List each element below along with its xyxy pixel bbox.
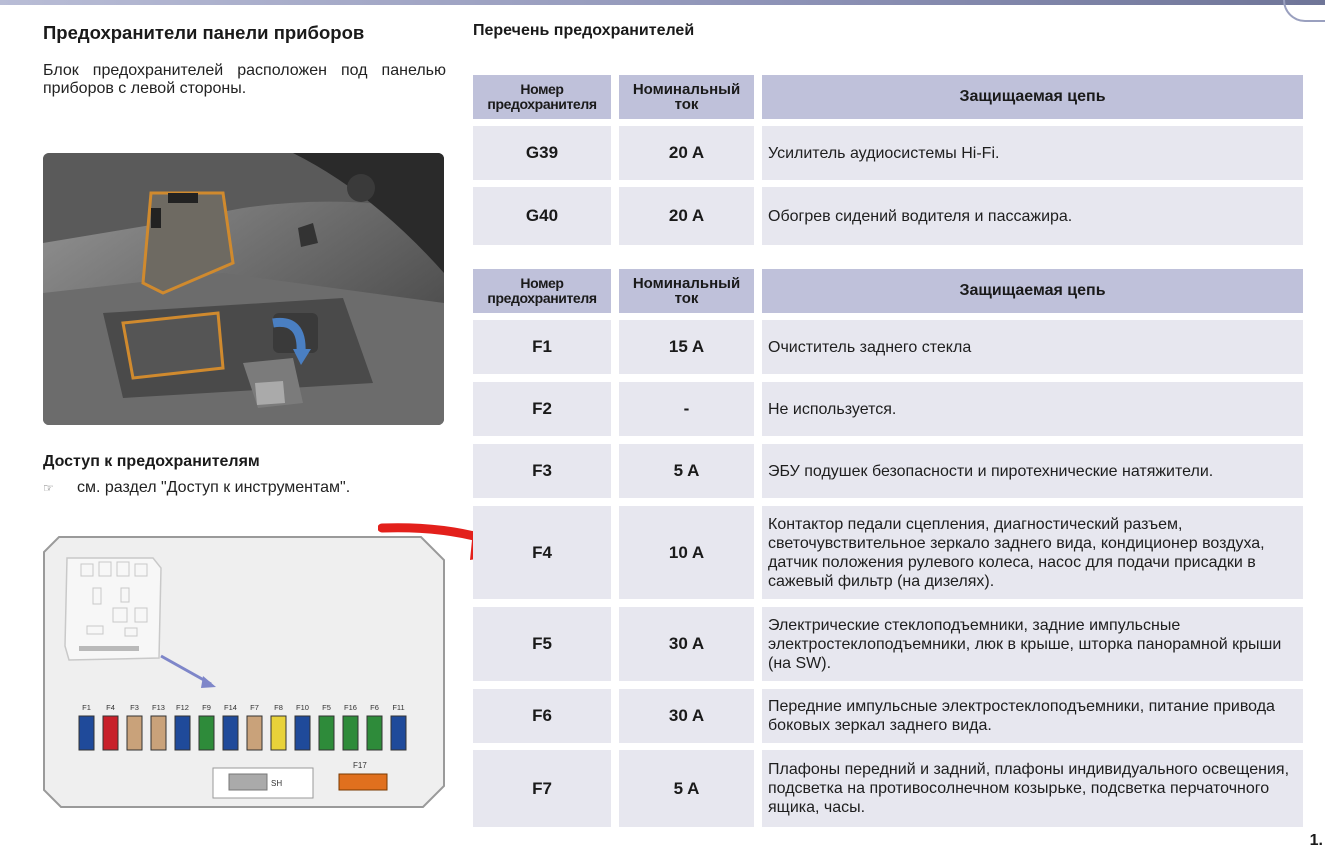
access-reference-text: см. раздел "Доступ к инструментам".	[77, 479, 351, 496]
fuse-module-outline	[65, 558, 161, 660]
header-fuse-number-line1: Номер	[520, 81, 564, 97]
access-title: Доступ к предохранителям	[43, 453, 260, 470]
fuse-f11	[391, 716, 406, 750]
fuse-label-f4: F4	[106, 703, 115, 712]
header-rated-current	[619, 269, 754, 313]
fuse-current: 15 A	[619, 320, 754, 374]
fuse-circuit: Передние импульсные электростеклоподъемники, питание привода боковых зеркал заднего вида.	[762, 689, 1303, 743]
header-rated-current-line1: Номинальный	[632, 81, 741, 98]
fuse-f7	[247, 716, 262, 750]
table-row	[473, 126, 1303, 180]
header-protected-circuit: Защищаемая цепь	[762, 75, 1303, 119]
top-decor-bar	[0, 0, 1325, 5]
dashboard-photo	[43, 153, 444, 425]
fuse-circuit: Обогрев сидений водителя и пассажира.	[762, 187, 1303, 245]
fuse-f14	[223, 716, 238, 750]
header-rated-current-line2: ток	[674, 96, 699, 113]
f17-label: F17	[353, 761, 367, 770]
fuse-label-f9: F9	[202, 703, 211, 712]
fuse-current: 30 A	[619, 607, 754, 681]
fuse-f5	[319, 716, 334, 750]
fuse-label-f13: F13	[152, 703, 165, 712]
header-fuse-number	[473, 269, 611, 313]
fuse-number: F6	[473, 689, 611, 743]
table-row	[473, 320, 1303, 374]
table-header-row	[473, 75, 1303, 119]
header-fuse-number-line2: предохранителя	[487, 290, 597, 306]
fuse-circuit: Электрические стеклоподъемники, задние импульсные электростеклоподъемники, люк в крыше, шторка панорамной крыши (на SW).	[762, 607, 1303, 681]
fuse-number: G39	[473, 126, 611, 180]
table-header-row	[473, 269, 1303, 313]
fuse-current: 30 A	[619, 689, 754, 743]
fuse-number: F4	[473, 506, 611, 599]
fuse-f13	[151, 716, 166, 750]
header-fuse-number-line2: предохранителя	[487, 96, 597, 112]
fuse-label-f11: F11	[392, 703, 405, 712]
fuse-f3	[127, 716, 142, 750]
fuse-label-f8: F8	[274, 703, 283, 712]
fuse-f6	[367, 716, 382, 750]
fuse-number: F7	[473, 750, 611, 827]
fuse-f17	[339, 774, 387, 790]
sh-label: SH	[271, 779, 283, 788]
fuse-current: 10 A	[619, 506, 754, 599]
pointing-hand-icon: ☞	[43, 481, 54, 495]
fuse-label-f12: F12	[176, 703, 189, 712]
fuse-current: 20 A	[619, 126, 754, 180]
table-row	[473, 382, 1303, 436]
fuse-list-title: Перечень предохранителей	[473, 22, 695, 39]
fuse-current: 5 A	[619, 750, 754, 827]
table-row	[473, 750, 1303, 827]
fuse-label-f1: F1	[82, 703, 91, 712]
fuse-circuit: ЭБУ подушек безопасности и пиротехнические натяжители.	[762, 444, 1303, 498]
header-fuse-number-line1: Номер	[520, 275, 564, 291]
fuse-label-f14: F14	[224, 703, 237, 712]
fuse-number: G40	[473, 187, 611, 245]
fuse-circuit: Контактор педали сцепления, диагностический разъем, светочувствительное зеркало заднего вида, кондиционер воздуха, датчик положения рулевого колеса, насос для подачи присадки в сажевый фильтр (на дизелях).	[762, 506, 1303, 599]
fuse-number: F3	[473, 444, 611, 498]
table-row	[473, 506, 1303, 599]
header-protected-circuit: Защищаемая цепь	[762, 269, 1303, 313]
fuse-circuit: Очиститель заднего стекла	[762, 320, 1303, 374]
fuse-f12	[175, 716, 190, 750]
header-rated-current-line1: Номинальный	[632, 275, 741, 292]
fuse-label-f7: F7	[250, 703, 259, 712]
fuse-f4	[103, 716, 118, 750]
fuse-f9	[199, 716, 214, 750]
header-rated-current	[619, 75, 754, 119]
table-row	[473, 187, 1303, 245]
fuse-label-f3: F3	[130, 703, 139, 712]
fuse-label-f10: F10	[296, 703, 309, 712]
fuse-number: F5	[473, 607, 611, 681]
fuse-f8	[271, 716, 286, 750]
fuse-label-f6: F6	[370, 703, 379, 712]
fuse-current: 5 A	[619, 444, 754, 498]
table-row	[473, 607, 1303, 681]
section-description: Блок предохранителей расположен под панелью приборов с левой стороны.	[43, 62, 446, 97]
section-title: Предохранители панели приборов	[43, 22, 365, 43]
fuse-circuit: Усилитель аудиосистемы Hi-Fi.	[762, 126, 1303, 180]
corner-decor	[1283, 0, 1325, 22]
sh-shunt	[229, 774, 267, 790]
fuse-number: F2	[473, 382, 611, 436]
header-fuse-number	[473, 75, 611, 119]
fuse-label-f16: F16	[344, 703, 357, 712]
fuse-f1	[79, 716, 94, 750]
fuse-circuit: Не используется.	[762, 382, 1303, 436]
table-row	[473, 689, 1303, 743]
access-reference	[43, 479, 350, 497]
fuse-current: 20 A	[619, 187, 754, 245]
fuse-current: -	[619, 382, 754, 436]
fuse-f10	[295, 716, 310, 750]
fuse-label-f5: F5	[322, 703, 331, 712]
fuse-f16	[343, 716, 358, 750]
fuse-circuit: Плафоны передний и задний, плафоны индивидуального освещения, подсветка на противосолнечном козырьке, подсветка перчаточного ящика, часы.	[762, 750, 1303, 827]
page-number: 1.	[1309, 832, 1323, 849]
table-row	[473, 444, 1303, 498]
header-rated-current-line2: ток	[674, 290, 699, 307]
fuse-box-diagram	[43, 536, 445, 808]
fuse-number: F1	[473, 320, 611, 374]
